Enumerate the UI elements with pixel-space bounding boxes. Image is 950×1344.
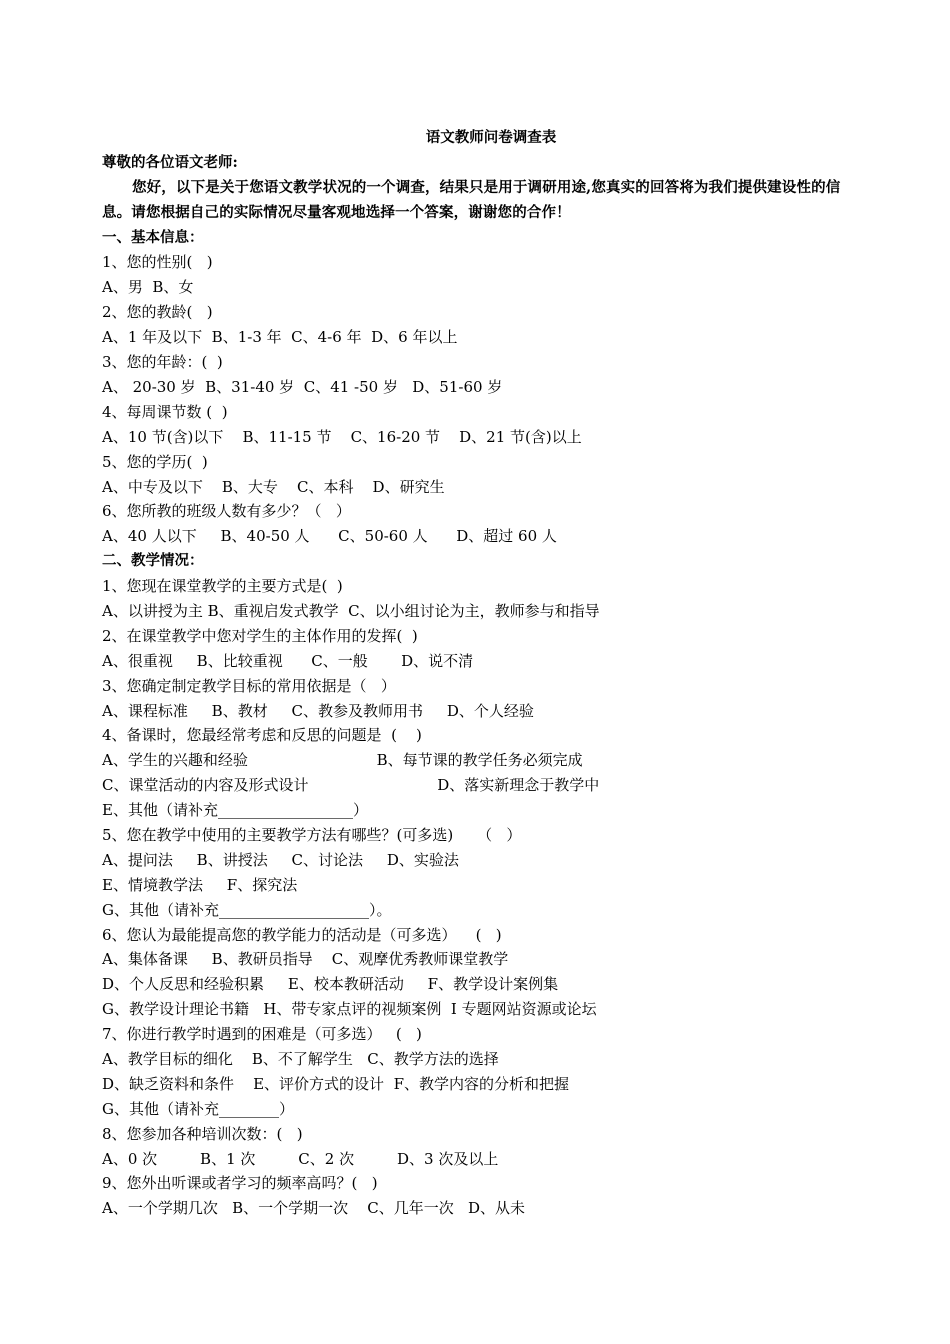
question-line: 5、您在教学中使用的主要教学方法有哪些？(可多选) （ ） bbox=[102, 825, 522, 844]
option-line: D、缺乏资料和条件 E、评价方式的设计 F、教学内容的分析和把握 bbox=[102, 1074, 569, 1093]
question-line: 7、你进行教学时遇到的困难是（可多选） ( ) bbox=[102, 1025, 422, 1044]
option-line: A、学生的兴趣和经验 B、每节课的教学任务必须完成 bbox=[102, 751, 583, 770]
option-line: A、教学目标的细化 B、不了解学生 C、教学方法的选择 bbox=[102, 1049, 499, 1068]
question-line: 3、您确定制定教学目标的常用依据是（ ） bbox=[102, 676, 396, 695]
question-line: 5、您的学历( ) bbox=[102, 452, 208, 471]
section-heading: 二、教学情况： bbox=[102, 552, 204, 570]
option-line: A、以讲授为主 B、重视启发式教学 C、以小组讨论为主，教师参与和指导 bbox=[102, 601, 600, 620]
option-line: A、提问法 B、讲授法 C、讨论法 D、实验法 bbox=[102, 850, 459, 869]
section-basic-info bbox=[102, 226, 862, 550]
intro-paragraph: 您好，以下是关于您语文教学状况的一个调查，结果只是用于调研用途,您真实的回答将为我们提供建设性的信息。请您根据自己的实际情况尽量客观地选择一个答案，谢谢您的合作！ bbox=[102, 178, 841, 221]
question-line: 4、备课时，您最经常考虑和反思的问题是 ( ) bbox=[102, 726, 422, 745]
option-line: E、情境教学法 F、探究法 bbox=[102, 875, 298, 894]
option-line: A、 20-30 岁 B、31-40 岁 C、41 -50 岁 D、51-60 岁 bbox=[102, 377, 503, 396]
salutation: 尊敬的各位语文老师: bbox=[102, 153, 238, 171]
question-line: 3、您的年龄：( ) bbox=[102, 353, 223, 372]
option-line: A、中专及以下 B、大专 C、本科 D、研究生 bbox=[102, 477, 445, 496]
section-teaching-situation bbox=[102, 549, 862, 1221]
option-line: A、1 年及以下 B、1-3 年 C、4-6 年 D、6 年以上 bbox=[102, 328, 458, 347]
question-line: 1、您的性别( ) bbox=[102, 253, 213, 272]
question-line: 2、在课堂教学中您对学生的主体作用的发挥( ) bbox=[102, 626, 418, 645]
questionnaire-document bbox=[102, 126, 862, 1221]
question-line: 6、您所教的班级人数有多少？（ ） bbox=[102, 502, 351, 521]
option-line: G、其他（请补充____________________）。 bbox=[102, 900, 392, 919]
option-line: A、很重视 B、比较重视 C、一般 D、说不清 bbox=[102, 651, 474, 670]
question-line: 8、您参加各种培训次数：( ) bbox=[102, 1124, 303, 1143]
option-line: E、其他（请补充__________________） bbox=[102, 801, 368, 820]
option-line: G、其他（请补充________） bbox=[102, 1099, 294, 1118]
option-line: A、男 B、女 bbox=[102, 278, 194, 297]
question-line: 1、您现在课堂教学的主要方式是( ) bbox=[102, 577, 343, 596]
question-line: 6、您认为最能提高您的教学能力的活动是（可多选） ( ) bbox=[102, 925, 502, 944]
option-line: A、10 节(含)以下 B、11-15 节 C、16-20 节 D、21 节(含)以上 bbox=[102, 427, 582, 446]
question-line: 2、您的教龄( ) bbox=[102, 303, 213, 322]
question-line: 9、您外出听课或者学习的频率高吗？( ) bbox=[102, 1174, 378, 1193]
document-title: 语文教师问卷调查表 bbox=[425, 129, 557, 146]
option-line: A、一个学期几次 B、一个学期一次 C、几年一次 D、从未 bbox=[102, 1199, 526, 1218]
option-line: A、集体备课 B、教研员指导 C、观摩优秀教师课堂教学 bbox=[102, 950, 509, 969]
option-line: D、个人反思和经验积累 E、校本教研活动 F、教学设计案例集 bbox=[102, 975, 559, 994]
option-line: G、教学设计理论书籍 H、带专家点评的视频案例 I 专题网站资源或论坛 bbox=[102, 1000, 597, 1019]
question-line: 4、每周课节数 ( ) bbox=[102, 402, 228, 421]
option-line: A、0 次 B、1 次 C、2 次 D、3 次及以上 bbox=[102, 1149, 499, 1168]
option-line: A、课程标准 B、教材 C、教参及教师用书 D、个人经验 bbox=[102, 701, 534, 720]
option-line: C、课堂活动的内容及形式设计 D、落实新理念于教学中 bbox=[102, 776, 600, 795]
option-line: A、40 人以下 B、40-50 人 C、50-60 人 D、超过 60 人 bbox=[102, 527, 557, 546]
section-heading: 一、基本信息： bbox=[102, 228, 204, 246]
